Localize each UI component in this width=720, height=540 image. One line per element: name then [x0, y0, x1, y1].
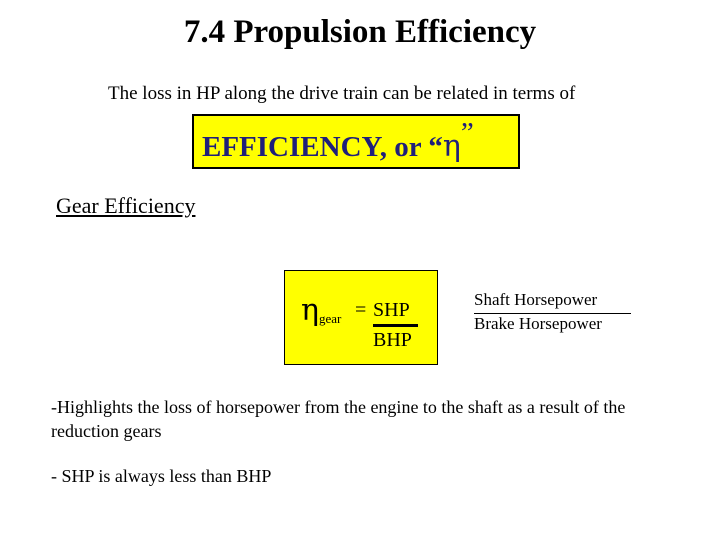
bullet-shp-less-than-bhp: - SHP is always less than BHP: [51, 466, 272, 486]
eta-symbol: η: [442, 129, 461, 164]
formula-subscript: gear: [319, 311, 342, 326]
definition-numerator: Shaft Horsepower: [474, 290, 598, 309]
formula-denominator: BHP: [373, 329, 412, 351]
intro-text: The loss in HP along the drive train can be related in terms of: [108, 83, 576, 104]
formula-equals: =: [355, 299, 367, 321]
slide-title: 7.4 Propulsion Efficiency: [183, 14, 537, 50]
efficiency-callout-text: [202, 117, 474, 164]
formula-numerator: SHP: [373, 299, 410, 321]
efficiency-word: EFFICIENCY, or “: [202, 131, 443, 163]
section-heading: Gear Efficiency: [56, 193, 196, 218]
formula-eta-symbol: η: [301, 293, 319, 328]
bullet-highlights-loss: -Highlights the loss of horsepower from the engine to the shaft as a result of the reduction gears: [51, 397, 626, 441]
definition-denominator: Brake Horsepower: [474, 314, 602, 333]
gear-efficiency-formula: [284, 270, 438, 365]
close-quote: ”: [460, 117, 474, 149]
efficiency-callout: [192, 114, 520, 169]
formula-fraction-bar: [373, 324, 418, 327]
